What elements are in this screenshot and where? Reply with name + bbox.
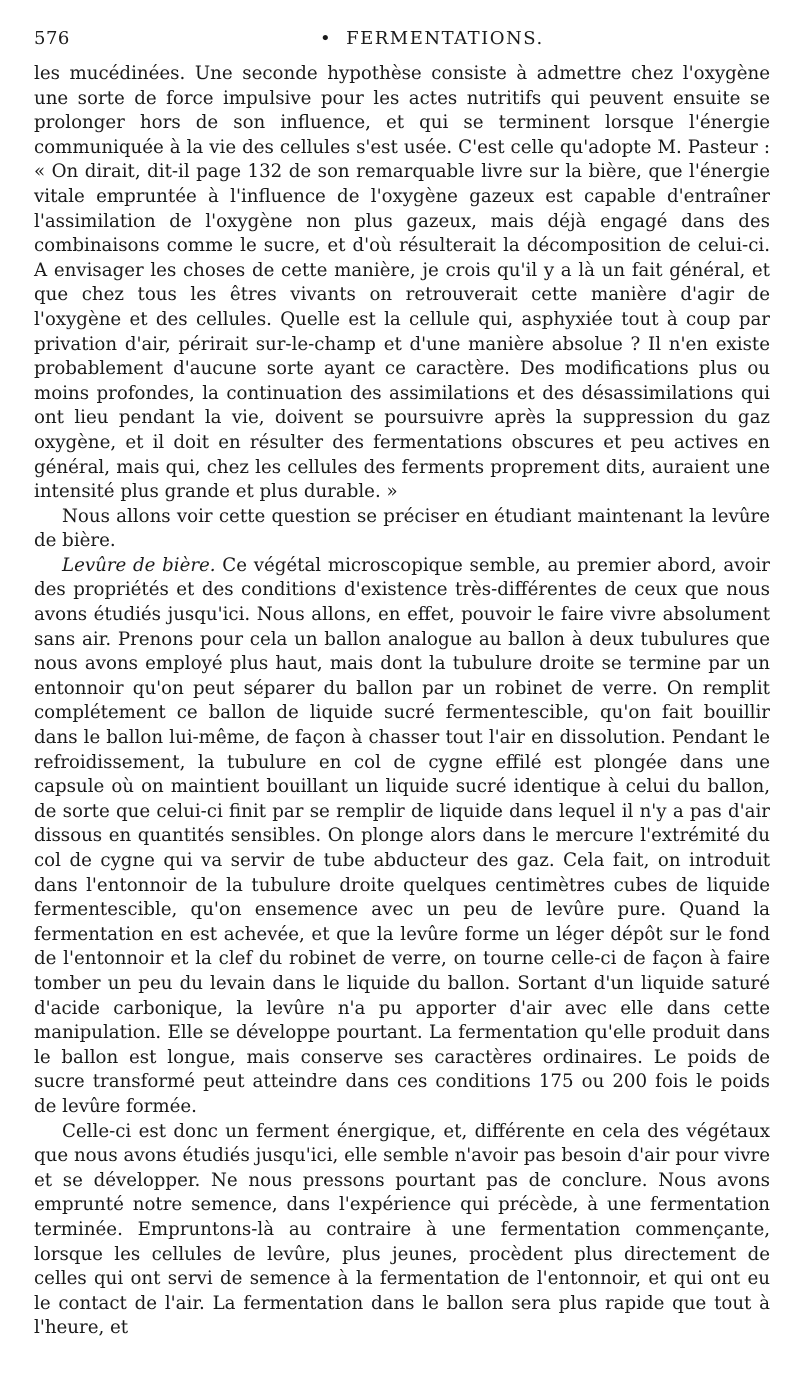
page-number: 576 <box>34 28 70 49</box>
paragraph-text: Ce végétal microscopique semble, au premier abord, avoir des propriétés et des conditions d'existence très-différentes de ceux que nous avons étudiés jusqu'ici. Nous allons, en effet, pouvoir le faire vivre absolument sans air. Prenons pour cela un ballon analogue au ballon à deux tubulures que nous avons employé plus haut, mais dont la tubulure droite se termine par un entonnoir qu'on peut séparer du ballon par un robinet de verre. On remplit complétement ce ballon de liquide sucré fermentescible, qu'on fait bouillir dans le ballon lui-même, de façon à chasser tout l'air en dissolution. Pendant le refroidissement, la tubulure en col de cygne effilé est plongée dans une capsule où on maintient bouillant un liquide sucré identique à celui du ballon, de sorte que celui-ci finit par se remplir de liquide dans lequel il n'y a pas d'air dissous en quantités sensibles. On plonge alors dans le mercure l'extrémité du col de cygne qui va servir de tube abducteur des gaz. Cela fait, on introduit dans l'entonnoir de la tubulure droite quelques centimètres cubes de liquide fermentescible, qu'on ensemence avec un peu de levûre pure. Quand la fermentation en est achevée, et que la levûre forme un léger dépôt sur le fond de l'entonnoir et la clef du robinet de verre, on tourne celle-ci de façon à faire tomber un peu du levain dans le liquide du ballon. Sortant d'un liquide saturé d'acide carbonique, la levûre n'a pu apporter d'air avec elle dans cette manipulation. Elle se développe pourtant. La fermentation qu'elle produit dans le ballon est longue, mais conserve ses caractères ordinaires. Le poids de sucre transformé peut atteindre dans ces conditions 175 ou 200 fois le poids de levûre formée. <box>34 554 770 1117</box>
header-bullet: • <box>320 28 333 49</box>
body-text <box>34 62 770 1341</box>
paragraph-levure <box>34 554 770 1120</box>
running-title <box>320 28 544 49</box>
book-page <box>34 28 770 1341</box>
paragraph: Nous allons voir cette question se préciser en étudiant maintenant la levûre de bière. <box>34 505 770 552</box>
page-header <box>34 28 770 52</box>
paragraph: Celle-ci est donc un ferment énergique, et, différente en cela des végétaux que nous avons étudiés jusqu'ici, elle semble n'avoir pas besoin d'air pour vivre et se développer. Ne nous pressons pourtant pas de conclure. Nous avons emprunté notre semence, dans l'expérience qui précède, à une fermentation terminée. Empruntons-là au contraire à une fermentation commençante, lorsque les cellules de levûre, plus jeunes, procèdent plus directement de celles qui ont servi de semence à la fermentation de l'entonnoir, et qui ont eu le contact de l'air. La fermentation dans le ballon sera plus rapide que tout à l'heure, et <box>34 1120 770 1339</box>
running-title-text: FERMENTATIONS. <box>346 28 544 49</box>
section-lead-italic: Levûre de bière. <box>62 554 216 576</box>
paragraph-continued: les mucédinées. Une seconde hypothèse consiste à admettre chez l'oxygène une sorte de force impulsive pour les actes nutritifs qui peuvent ensuite se prolonger hors de son influence, et qui se terminent lorsque l'énergie communiquée à la vie des cellules s'est usée. C'est celle qu'adopte M. Pasteur : « On dirait, dit-il page 132 de son remarquable livre sur la bière, que l'énergie vitale empruntée à l'influence de l'oxygène gazeux est capable d'entraîner l'assimilation de l'oxygène non plus gazeux, mais déjà engagé dans des combinaisons comme le sucre, et d'où résulterait la décomposition de celui-ci. A envisager les choses de cette manière, je crois qu'il y a là un fait général, et que chez tous les êtres vivants on retrouverait cette manière d'agir de l'oxygène et des cellules. Quelle est la cellule qui, asphyxiée tout à coup par privation d'air, périrait sur-le-champ et d'une manière absolue ? Il n'en existe probablement d'aucune sorte ayant ce caractère. Des modifications plus ou moins profondes, la continuation des assimilations et des désassimilations qui ont lieu pendant la vie, doivent se poursuivre après la suppression du gaz oxygène, et il doit en résulter des fermentations obscures et peu actives en général, mais qui, chez les cellules des ferments proprement dits, auraient une intensité plus grande et plus durable. » <box>34 63 770 503</box>
